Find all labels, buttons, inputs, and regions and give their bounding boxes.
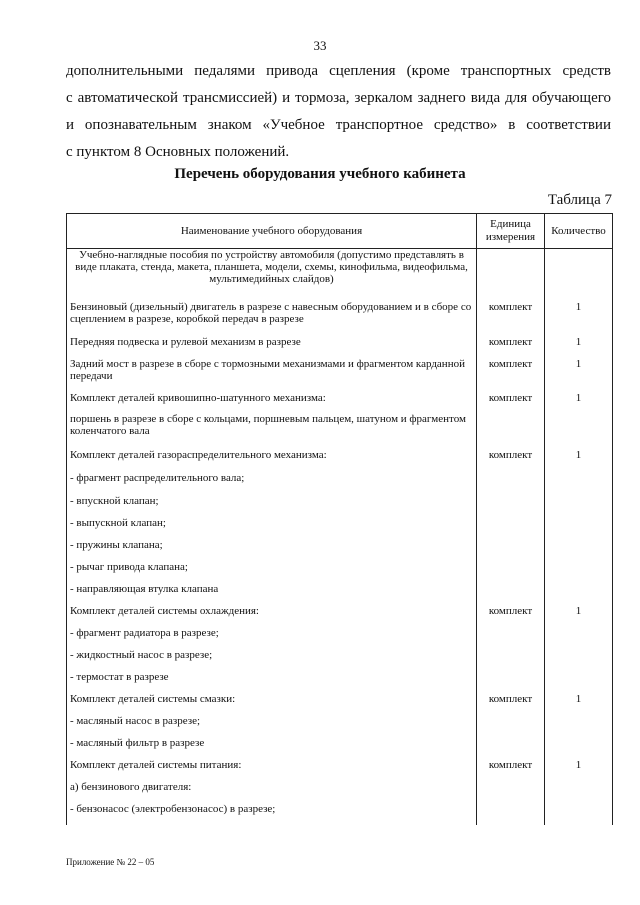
equipment-name-cell: Комплект деталей системы питания: <box>67 759 477 781</box>
unit-cell <box>477 472 545 495</box>
unit-cell <box>477 781 545 803</box>
page-number: 33 <box>313 38 327 53</box>
equipment-name-cell: Комплект деталей системы охлаждения: <box>67 605 477 627</box>
quantity-cell: 1 <box>545 449 613 472</box>
equipment-name-cell: - рычаг привода клапана; <box>67 561 477 583</box>
table-header-row <box>67 214 613 249</box>
equipment-name-cell: - направляющая втулка клапана <box>67 583 477 605</box>
unit-cell <box>477 495 545 517</box>
unit-cell <box>477 249 545 301</box>
equipment-name-cell: Комплект деталей кривошипно-шатунного механизма: <box>67 392 477 413</box>
header-equipment-name: Наименование учебного оборудования <box>67 214 477 249</box>
table-row <box>67 715 613 737</box>
table-row <box>67 561 613 583</box>
unit-cell <box>477 715 545 737</box>
quantity-cell: 1 <box>545 336 613 358</box>
quantity-cell: 1 <box>545 759 613 781</box>
table-row <box>67 693 613 715</box>
table-row <box>67 759 613 781</box>
intro-paragraph <box>66 58 611 166</box>
unit-cell: комплект <box>477 605 545 627</box>
quantity-cell <box>545 715 613 737</box>
quantity-cell <box>545 627 613 649</box>
table-row <box>67 605 613 627</box>
quantity-cell <box>545 803 613 825</box>
quantity-cell <box>545 413 613 449</box>
quantity-cell: 1 <box>545 392 613 413</box>
equipment-name-cell: а) бензинового двигателя: <box>67 781 477 803</box>
table-row <box>67 737 613 759</box>
table-caption: Таблица 7 <box>547 192 612 208</box>
unit-cell <box>477 583 545 605</box>
unit-cell: комплект <box>477 693 545 715</box>
quantity-cell <box>545 583 613 605</box>
unit-cell <box>477 737 545 759</box>
equipment-name-cell: Комплект деталей системы смазки: <box>67 693 477 715</box>
equipment-name-cell: - фрагмент распределительного вала; <box>67 472 477 495</box>
quantity-cell: 1 <box>545 693 613 715</box>
intro-line: с автоматической трансмиссией) и тормоза, зеркалом заднего вида для обучающего <box>66 90 611 106</box>
equipment-name-cell: - фрагмент радиатора в разрезе; <box>67 627 477 649</box>
table-row <box>67 413 613 449</box>
unit-cell <box>477 627 545 649</box>
quantity-cell: 1 <box>545 605 613 627</box>
unit-cell: комплект <box>477 301 545 336</box>
equipment-name-cell: поршень в разрезе в сборе с кольцами, поршневым пальцем, шатуном и фрагментом коленчатого вала <box>67 413 477 449</box>
equipment-name-cell: Учебно-наглядные пособия по устройству автомобиля (допустимо представлять в виде плаката, стенда, макета, планшета, модели, схемы, кинофильма, видеофильма, мультимедийных слайдов) <box>67 249 477 301</box>
table-row <box>67 249 613 301</box>
equipment-name-cell: - пружины клапана; <box>67 539 477 561</box>
quantity-cell <box>545 517 613 539</box>
table-row <box>67 392 613 413</box>
table-row <box>67 649 613 671</box>
intro-line: дополнительными педалями привода сцепления (кроме транспортных средств <box>66 63 611 79</box>
table-row <box>67 472 613 495</box>
equipment-name-cell: - выпускной клапан; <box>67 517 477 539</box>
equipment-name-cell: Бензиновый (дизельный) двигатель в разрезе с навесным оборудованием и в сборе со сцеплением в разрезе, коробкой передач в разрезе <box>67 301 477 336</box>
table-row <box>67 671 613 693</box>
equipment-name-cell: - впускной клапан; <box>67 495 477 517</box>
quantity-cell: 1 <box>545 301 613 336</box>
unit-cell: комплект <box>477 449 545 472</box>
quantity-cell <box>545 249 613 301</box>
equipment-name-cell: - масляный фильтр в разрезе <box>67 737 477 759</box>
unit-cell <box>477 649 545 671</box>
unit-cell <box>477 561 545 583</box>
unit-cell: комплект <box>477 336 545 358</box>
equipment-name-cell: - масляный насос в разрезе; <box>67 715 477 737</box>
equipment-name-cell: Задний мост в разрезе в сборе с тормозными механизмами и фрагментом карданной передачи <box>67 358 477 392</box>
unit-cell: комплект <box>477 392 545 413</box>
table-body <box>67 249 613 825</box>
equipment-name-cell: - термостат в разрезе <box>67 671 477 693</box>
unit-cell <box>477 517 545 539</box>
quantity-cell <box>545 539 613 561</box>
equipment-name-cell: - бензонасос (электробензонасос) в разрезе; <box>67 803 477 825</box>
table-row <box>67 539 613 561</box>
table-row <box>67 449 613 472</box>
quantity-cell <box>545 495 613 517</box>
table-row <box>67 495 613 517</box>
unit-cell: комплект <box>477 358 545 392</box>
quantity-cell <box>545 671 613 693</box>
quantity-cell <box>545 737 613 759</box>
table-row <box>67 517 613 539</box>
unit-cell <box>477 803 545 825</box>
header-unit: Единица измерения <box>477 214 545 249</box>
table-row <box>67 803 613 825</box>
quantity-cell <box>545 649 613 671</box>
unit-cell <box>477 413 545 449</box>
table-row <box>67 358 613 392</box>
equipment-name-cell: Комплект деталей газораспределительного механизма: <box>67 449 477 472</box>
unit-cell: комплект <box>477 759 545 781</box>
equipment-name-cell: - жидкостный насос в разрезе; <box>67 649 477 671</box>
unit-cell <box>477 539 545 561</box>
intro-line: и опознавательным знаком «Учебное транспортное средство» в соответствии <box>66 117 611 133</box>
footer-note: Приложение № 22 – 05 <box>66 857 155 867</box>
table-row <box>67 583 613 605</box>
equipment-name-cell: Передняя подвеска и рулевой механизм в разрезе <box>67 336 477 358</box>
equipment-table <box>66 213 613 825</box>
quantity-cell <box>545 561 613 583</box>
quantity-cell <box>545 781 613 803</box>
header-quantity: Количество <box>545 214 613 249</box>
table-row <box>67 781 613 803</box>
table-row <box>67 627 613 649</box>
quantity-cell: 1 <box>545 358 613 392</box>
intro-line: с пунктом 8 Основных положений. <box>66 144 290 160</box>
unit-cell <box>477 671 545 693</box>
table-row <box>67 336 613 358</box>
quantity-cell <box>545 472 613 495</box>
table-row <box>67 301 613 336</box>
section-heading: Перечень оборудования учебного кабинета <box>174 166 466 182</box>
